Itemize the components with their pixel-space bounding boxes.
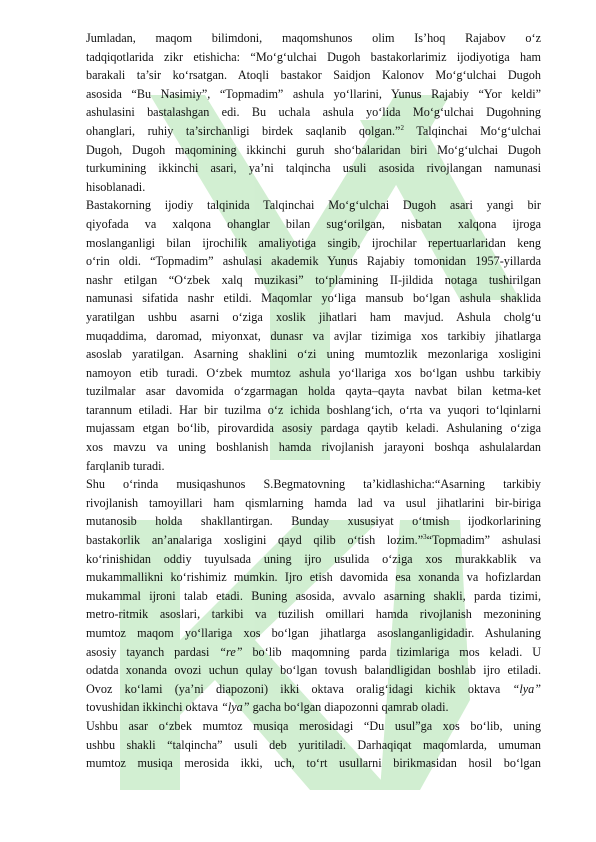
text-line: qiyofada va xalqona ohanglar bilan sug‘orilgan, nisbatan xalqona ijroga <box>86 216 541 231</box>
text-line-tail: Talqinchai Mo‘g‘ulchai <box>416 123 541 138</box>
text-line: Dugoh, Dugoh maqomining ikkinchi guruh sho‘balaridan biri Mo‘g‘ulchai Dugoh <box>86 142 541 157</box>
text-line: asosida “Bu Nasimiy”, “Topmadim” ashula yo‘llarini, Yunus Rajabiy “Yor keldi” <box>86 86 541 101</box>
text-line: Ushbu asar o‘zbek mumtoz musiqa merosidagi “Du usul”ga xos bo‘lib, uning <box>86 718 541 733</box>
text-line-content: Ovoz ko‘lami (ya’ni diapozoni) ikki oktava oralig‘idagi kichik oktava <box>86 681 501 696</box>
text-line-with-note <box>86 698 541 717</box>
note-lya-2: “lya” <box>221 700 250 715</box>
text-line: metro-ritmik asoslari, tarkibi va tuzilish omillari hamda rivojlanish mezonining <box>86 607 541 622</box>
text-line <box>86 29 541 48</box>
text-line: xos mavzu va uning boshlanish hamda rivojlanish jarayoni boshqa ashulalardan <box>86 440 541 455</box>
text-line: namoyon etib turadi. O‘zbek mumtoz ashula yo‘llariga xos bo‘lgan ushbu tarkibiy <box>86 365 541 380</box>
text-line: mukammal ijroni talab etadi. Buning asosida, avvalo asarning shakli, parda tizimi, <box>86 588 541 603</box>
text-line: turkumining ikkinchi asari, ya’ni talqincha usuli asosida rivojlangan namunasi <box>86 161 541 176</box>
text-line: ashulasini bastalashgan edi. Bu uchala ashula yo‘lida Mo‘g‘ulchai Dugohning <box>86 105 541 120</box>
footnote-mark: 2 <box>400 123 404 132</box>
note-re: “re” <box>219 644 243 659</box>
text-line: mukammallikni ko‘rishimiz mumkin. Ijro etish davomida esa xonanda va hofizlardan <box>86 570 541 585</box>
text-line-with-footnote <box>86 531 541 550</box>
text-line: farqlanib turadi. <box>86 458 165 473</box>
paragraph-2 <box>86 196 541 475</box>
text-line: mumtoz musiqa merosida ikki, uch, to‘rt usullarni birikmasidan hosil bo‘lgan <box>86 756 541 771</box>
text-line: hisoblanadi. <box>86 179 146 194</box>
paragraph-3 <box>86 475 541 717</box>
text-line: Shu o‘rinda musiqashunos S.Begmatovning ta’kidlashicha:“Asarning tarkibiy <box>86 477 541 492</box>
text-line: ko‘rinishidan oddiy tuyulsada uning ijro usulida o‘ziga xos murakkablik va <box>86 551 541 566</box>
text-line-content: Jumladan, maqom bilimdoni, maqomshunos olim Is’hoq Rajabov o‘z <box>86 31 541 45</box>
text-line: barakali ta’sir ko‘rsatgan. Atoqli bastakor Saidjon Kalonov Mo‘g‘ulchai Dugoh <box>86 68 541 83</box>
text-line-content: tovushidan ikkinchi oktava <box>86 700 219 715</box>
text-line: yaratilgan ushbu asarni o‘ziga xoslik jihatlari ham mavjud. Ashula cholg‘u <box>86 309 541 324</box>
paragraph-1 <box>86 29 541 196</box>
text-line: tadqiqotlarida zikr etishicha: “Mo‘g‘ulchai Dugoh bastakorlarimiz ijodiyotiga ham <box>86 49 541 64</box>
text-line: moslanganligi bilan ijrochilik amaliyotiga singib, ijrochilar repertuarlaridan keng <box>86 235 541 250</box>
text-line-content: bastakorlik an’analariga xosligini qayd qilib o‘tish lozim.” <box>86 533 424 548</box>
note-lya: “lya” <box>512 681 541 696</box>
text-line-tail: “Topmadim” ashulasi <box>426 533 541 548</box>
text-line: muqaddima, daromad, miyonxat, dunasr va avjlar tizimiga xos tarkibiy jihatlarga <box>86 328 541 343</box>
text-line: tuzilmalar asar davomida o‘zgarmagan holda qayta–qayta navbat bilan ketma-ket <box>86 384 541 399</box>
paragraph-4 <box>86 717 541 773</box>
text-line: mujassam etgan bo‘lib, pirovardida asosiy pardaga qaytib keladi. Ashulaning o‘ziga <box>86 421 541 436</box>
text-line: Bastakorning ijodiy talqinida Talqinchai Mo‘g‘ulchai Dugoh asari yangi bir <box>86 198 541 213</box>
body-text <box>86 29 541 773</box>
text-line-with-note <box>86 643 541 662</box>
text-line: mutanosib holda shakllantirgan. Bunday xususiyat o‘tmish ijodkorlarining <box>86 514 541 529</box>
text-line: odatda xonanda ovozi uchun qulay bo‘lgan tovush balandligidan boshlab ijro etiladi. <box>86 663 541 678</box>
text-line-tail: bo‘lib maqomning parda tizimlariga mos keladi. U <box>252 644 542 659</box>
text-line-tail: gacha bo‘lgan diapozonni qamrab oladi. <box>252 700 449 715</box>
text-line-content: asosiy tayanch pardasi <box>86 644 210 659</box>
text-line: namunasi sifatida nashr etildi. Maqomlar yo‘liga mansub bo‘lgan ashula shaklida <box>86 291 541 306</box>
text-line-with-note <box>86 680 541 699</box>
text-line: rivojlanish tamoyillari ham qismlarning hamda lad va usul jihatlarini bir-biriga <box>86 495 541 510</box>
text-line: o‘rin oldi. “Topmadim” ashulasi akademik Yunus Rajabiy tomonidan 1957-yillarda <box>86 254 541 269</box>
text-line-with-footnote <box>86 122 541 141</box>
text-line: asoslab yaratilgan. Asarning shaklini o‘zi uning mumtozlik mezonlariga xosligini <box>86 347 541 362</box>
text-line: nashr etilgan “O‘zbek xalq muzikasi” to‘plamining II-jildida notaga tushirilgan <box>86 272 541 287</box>
text-line: tarannum etiladi. Har bir tuzilma o‘z ichida boshlang‘ich, o‘rta va yuqori to‘lqinlarni <box>86 402 541 417</box>
text-line: ushbu shakli “talqincha” usuli deb yuritiladi. Darhaqiqat maqomlarda, umuman <box>86 737 541 752</box>
footnote-mark: 3 <box>423 532 427 541</box>
text-line: mumtoz maqom yo‘llariga xos bo‘lgan jihatlarga asoslanganligidadir. Ashulaning <box>86 626 541 640</box>
text-line-content: ohanglari, ruhiy ta’sirchanligi birdek saqlanib qolgan.” <box>86 123 401 138</box>
